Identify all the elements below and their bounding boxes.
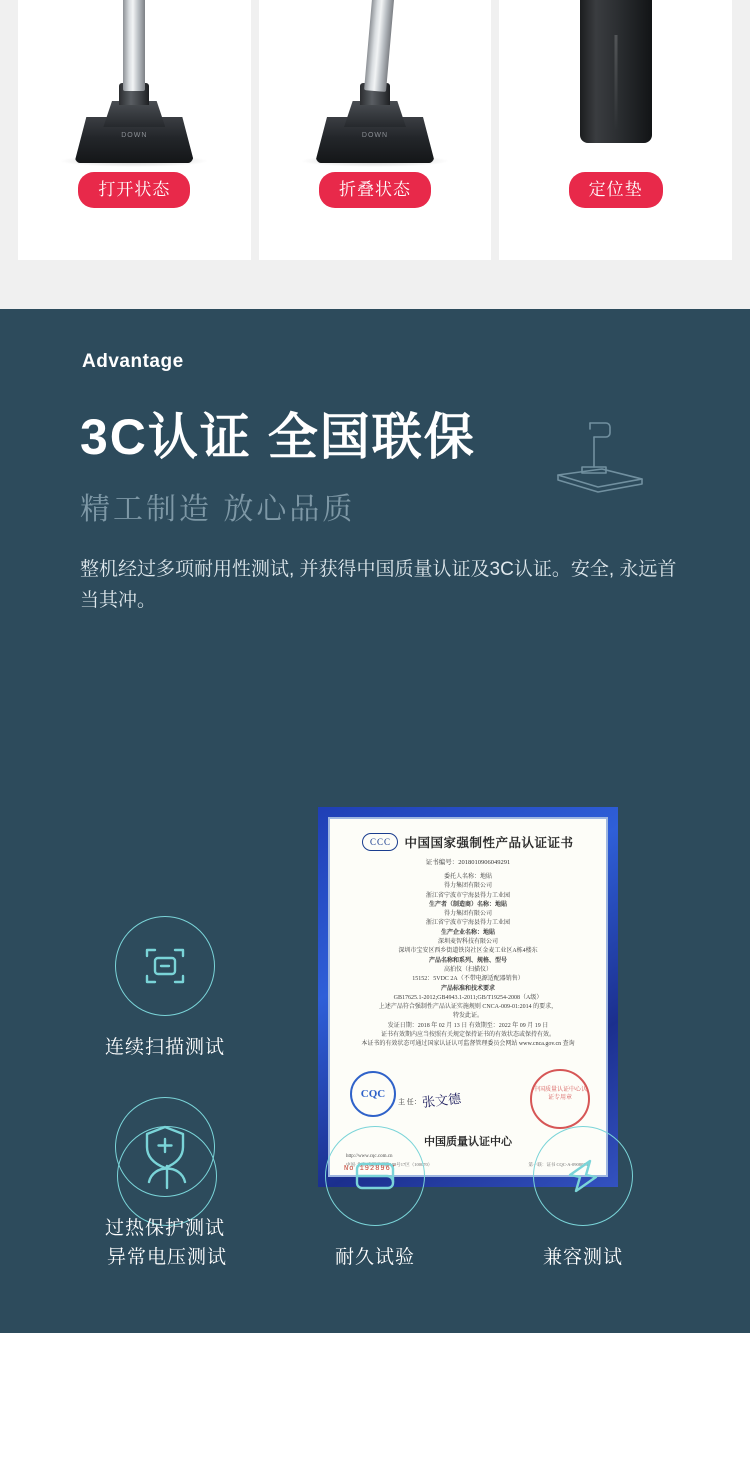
certificate-signature-label: 主 任：: [398, 1098, 421, 1106]
photo-caption-row: [0, 172, 750, 208]
cqc-seal-icon: CQC: [350, 1071, 396, 1117]
test-item-durability: [284, 1126, 466, 1269]
section-divider: [0, 285, 750, 309]
test-icons-group: [0, 916, 750, 1269]
caption-cell: [18, 172, 251, 208]
caption-cell: [499, 172, 732, 208]
brand-text: DOWN: [121, 132, 148, 139]
advantage-description: 整机经过多项耐用性测试, 并获得中国质量认证及3C认证。安全, 永远首当其冲。: [80, 558, 677, 611]
photo-caption-folded: 折叠状态: [319, 172, 431, 208]
certificate-line: 特发此证。: [452, 1013, 483, 1020]
photo-grid: [0, 0, 750, 260]
ccc-mark-icon: CCC: [362, 833, 398, 851]
test-item-compatibility: [492, 1126, 674, 1269]
compatibility-icon: [556, 1151, 610, 1201]
photo-cell-folded: [259, 0, 492, 260]
advantage-headline: 3C认证 全国联保: [80, 409, 476, 465]
advantage-label: Advantage: [82, 351, 184, 372]
product-photo-section: [0, 0, 750, 285]
certificate-serial: No 1928967: [344, 1165, 397, 1173]
test-label: 过热保护测试: [104, 1218, 225, 1240]
test-label: 连续扫描测试: [104, 1037, 225, 1059]
caption-cell: [259, 172, 492, 208]
certificate-line: 得力集团有限公司: [443, 911, 492, 918]
scan-icon: [137, 940, 193, 992]
certificate-line: 生产者（制造商）名称：地貼: [428, 901, 507, 908]
test-label: 异常电压测试: [106, 1247, 227, 1269]
photo-cell-pad: [499, 0, 732, 260]
certificate-number: 证书编号：2018010906049291: [425, 859, 511, 866]
certificate-line: 发证日期：2018 年 02 月 13 日 有效期至：2022 年 09 月 19 日: [387, 1022, 549, 1029]
certificate-line: 上述产品符合强制性产品认证实施规则 CNCA-009-01:2014 的要求，: [378, 1004, 558, 1011]
photo-caption-open: 打开状态: [78, 172, 190, 208]
certificate-title: 中国国家强制性产品认证证书: [404, 836, 574, 850]
certificate-line: 浙江省宁波市宁海县得力工业园: [425, 892, 510, 899]
advantage-section: [0, 309, 750, 1333]
test-label: 耐久试验: [334, 1247, 415, 1269]
shield-plus-icon: [139, 1119, 191, 1175]
certificate-line: 高拍仪（扫描仪）: [443, 966, 492, 973]
certificate-line: 产品标准和技术要求: [440, 985, 495, 992]
certificate-line: 本证书的有效状态可通过国家认证认可监督管理委员会网站 www.cnca.gov.cn 查询: [361, 1041, 575, 1048]
certificate-line: 委托人名称：地貼: [443, 874, 492, 880]
advantage-subhead: 精工制造 放心品质: [80, 492, 356, 526]
test-label: 兼容测试: [542, 1247, 623, 1269]
certificate-line: 浙江省宁波市宁海县得力工业园: [425, 920, 510, 927]
stand-folded-image: [315, 5, 435, 165]
positioning-pad-image: [573, 5, 659, 165]
red-seal-icon: 中国质量认证中心认证专用章: [530, 1069, 590, 1129]
certificate-line: 深圳麦智科技有限公司: [437, 939, 498, 946]
certificate-line: GB17625.1-2012;GB4943.1-2011;GB/T19254-2008（A级）: [393, 994, 543, 1001]
certificate-line: 产品名称和系列、规格、型号: [428, 957, 507, 964]
photo-caption-pad: 定位垫: [569, 172, 663, 208]
durability-icon: [347, 1152, 403, 1200]
certificate-footer-left: 中国·北京·南四环西路188号17区（100070）: [346, 1162, 433, 1167]
certificate-line: 得力集团有限公司: [443, 883, 492, 890]
photo-cell-open: [18, 0, 251, 260]
certificate-footer-right: 第一联：证书 CQC-A-09080600: [528, 1162, 590, 1167]
certificate-line: 深圳市宝安区西乡街道铁岗社区金麦工业区A栋4楼东: [398, 948, 538, 955]
brand-text: DOWN: [361, 132, 389, 139]
certificate-url: http://www.cqc.com.cn: [346, 1154, 393, 1159]
test-left-column: [74, 916, 256, 1240]
test-item-scan: [74, 916, 256, 1059]
test-item-overheat: [74, 1097, 256, 1240]
certificate-line: 15152：5VDC 2A（不带电源适配器销售）: [412, 976, 524, 983]
scanner-outline-icon: [538, 413, 658, 503]
certificate-signature: 张文德: [421, 1090, 462, 1110]
certificate-line: 证书有效期内应当按照有关规定保持证书的有效状态或保持有效。: [380, 1032, 555, 1039]
certificate-issuer: 中国质量认证中心: [424, 1136, 512, 1148]
certificate-line: 生产企业名称：地貼: [440, 929, 495, 936]
stand-open-image: [74, 5, 194, 165]
